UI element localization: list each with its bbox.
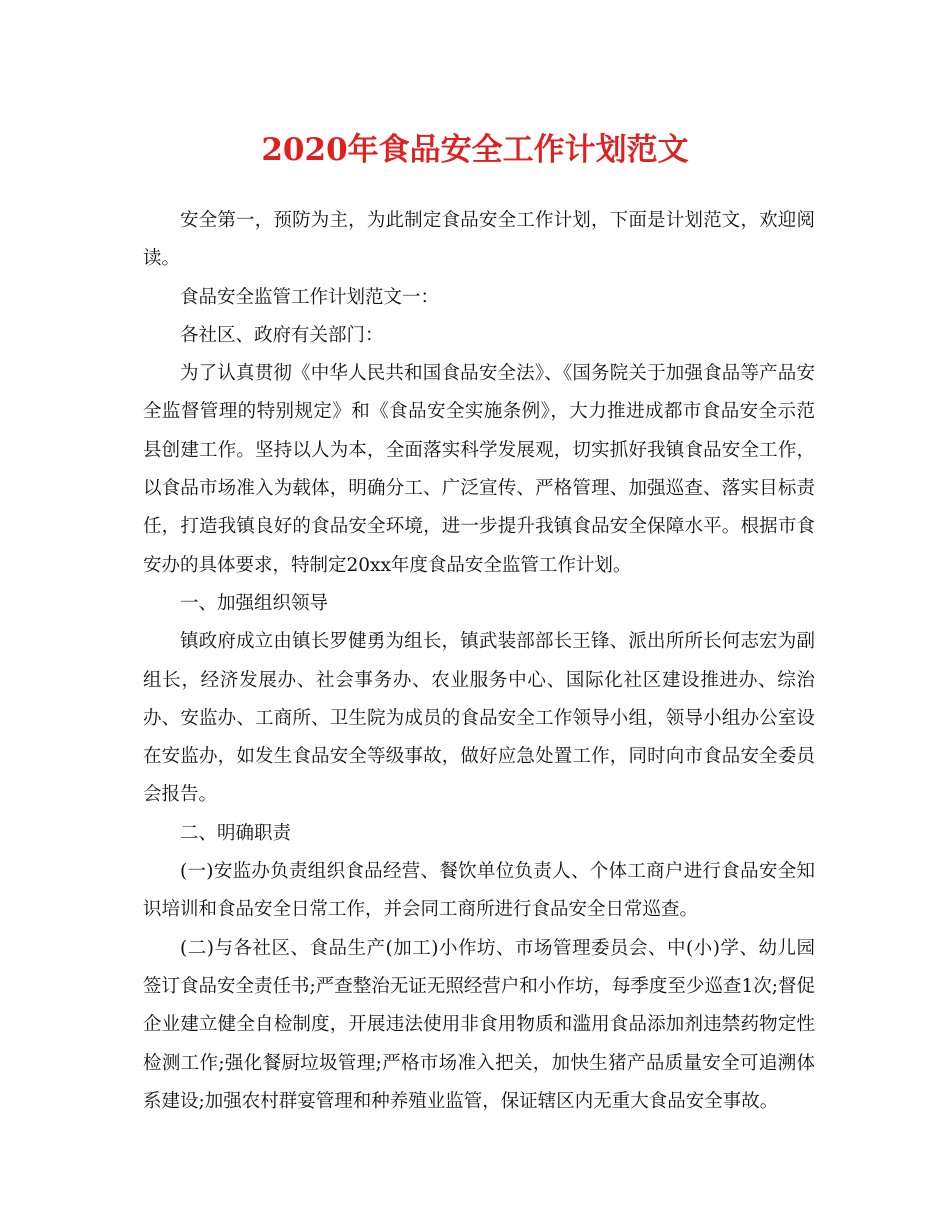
- section-heading-responsibilities: 二、明确职责: [180, 822, 292, 844]
- purpose-paragraph: 为了认真贯彻《中华人民共和国食品安全法》、《国务院关于加强食品等产品安全监督管理的特别规定》和《食品安全实施条例》，大力推进成都市食品安全示范县创建工作。坚持以人为本，全面落实科学发展观，切实抓好我镇食品安全工作，以食品市场准入为载体，明确分工、广泛宣传、严格管理、加强巡查、落实目标责任，打造我镇良好的食品安全环境，进一步提升我镇食品安全保障水平。根据市食安办的具体要求，特制定20xx年度食品安全监管工作计划。: [143, 363, 815, 576]
- section-heading-organization: 一、加强组织领导: [180, 592, 329, 614]
- document-title: 2020年食品安全工作计划范文: [261, 132, 689, 168]
- intro-paragraph: 安全第一，预防为主，为此制定食品安全工作计划，下面是计划范文，欢迎阅读。: [143, 210, 815, 270]
- responsibility-item-1: (一)安监办负责组织食品经营、餐饮单位负责人、个体工商户进行食品安全知识培训和食品安全日常工作，并会同工商所进行食品安全日常巡查。: [143, 861, 815, 921]
- responsibility-item-2: (二)与各社区、食品生产(加工)小作坊、市场管理委员会、中(小)学、幼儿园签订食品安全责任书;严查整治无证无照经营户和小作坊，每季度至少巡查1次;督促企业建立健全自检制度，开展违法使用非食用物质和滥用食品添加剂违禁药物定性检测工作;强化餐厨垃圾管理;严格市场准入把关，加快生猪产品质量安全可追溯体系建设;加强农村群宴管理和种养殖业监管，保证辖区内无重大食品安全事故。: [143, 937, 815, 1112]
- section-heading-plan-one: 食品安全监管工作计划范文一：: [180, 286, 440, 308]
- organization-paragraph: 镇政府成立由镇长罗健勇为组长，镇武装部部长王锋、派出所所长何志宏为副组长，经济发展办、社会事务办、农业服务中心、国际化社区建设推进办、综治办、安监办、工商所、卫生院为成员的食品安全工作领导小组，领导小组办公室设在安监办，如发生食品安全等级事故，做好应急处置工作，同时向市食品安全委员会报告。: [143, 631, 815, 806]
- document-body: [143, 202, 815, 1121]
- salutation: 各社区、政府有关部门：: [180, 324, 384, 346]
